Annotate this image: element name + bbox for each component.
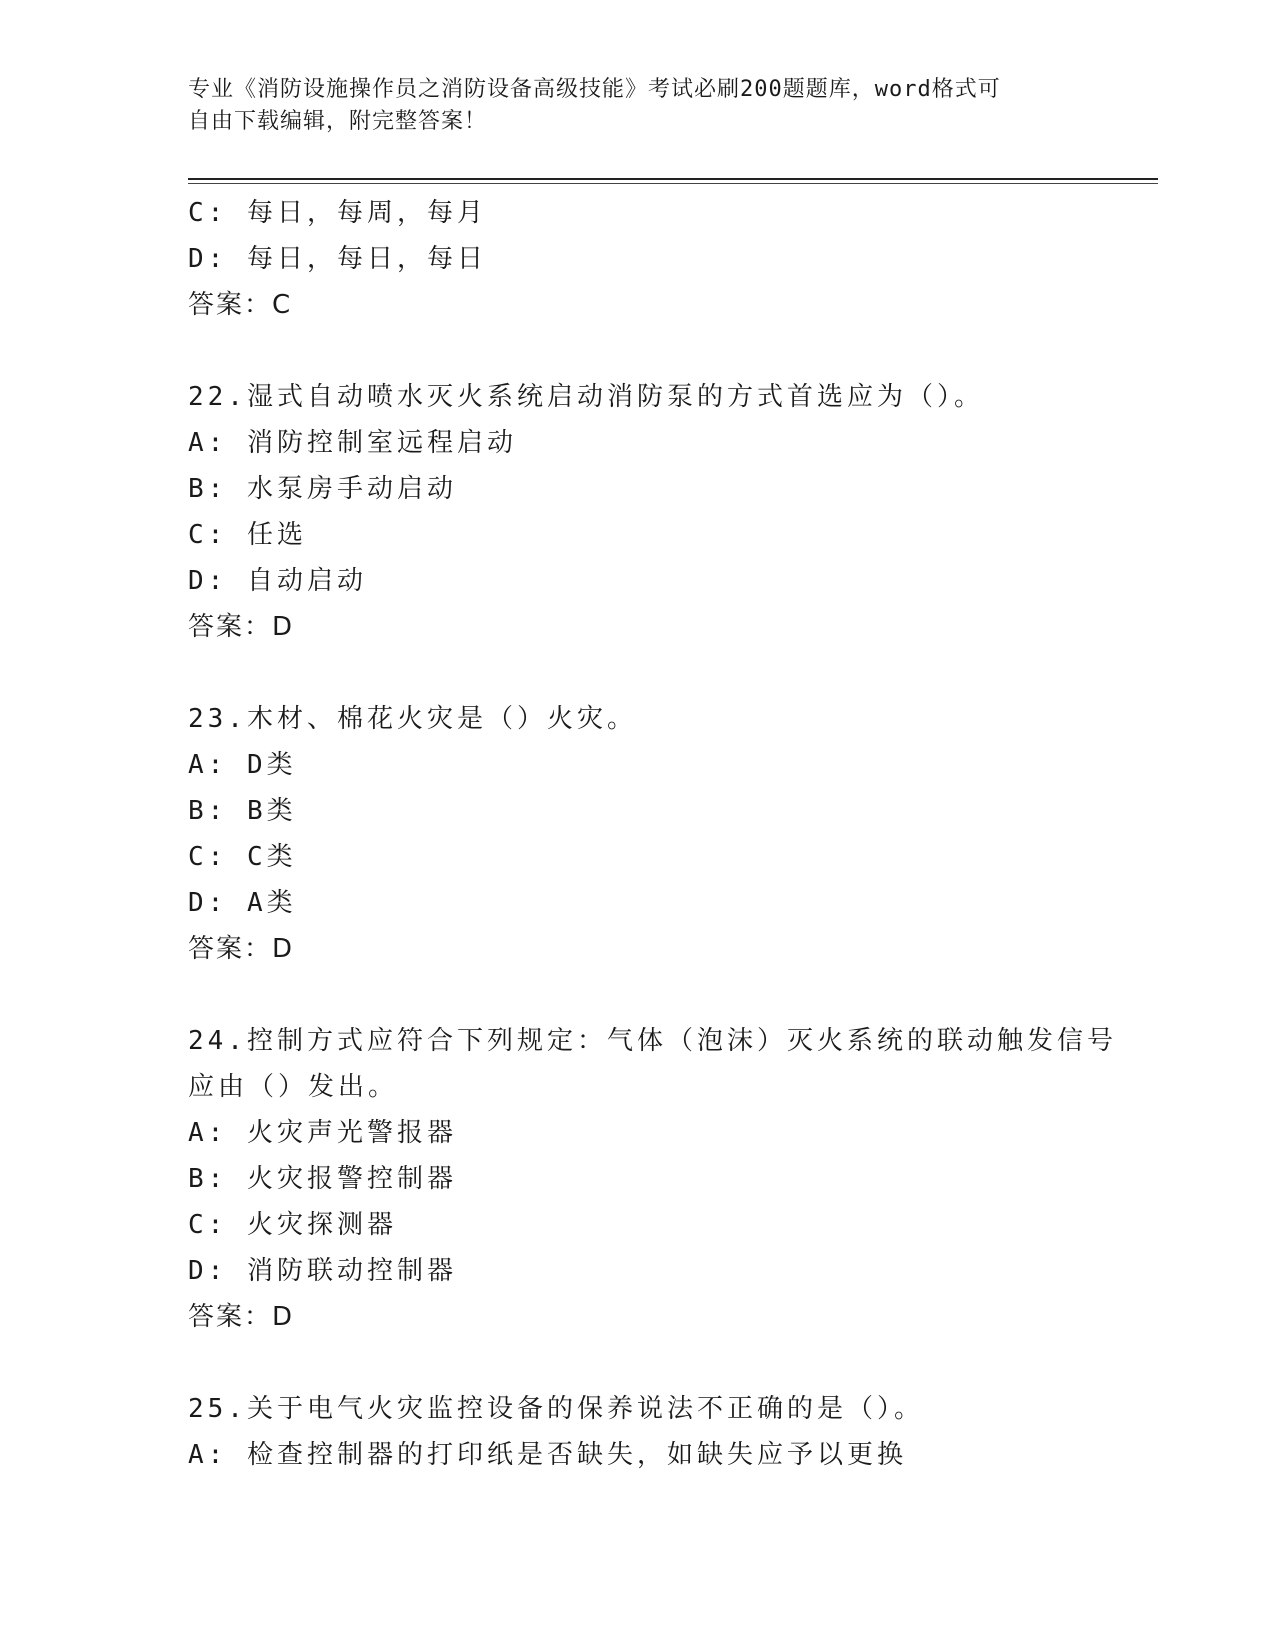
header-rule-thin <box>188 183 1158 184</box>
answer-line: 答案：D <box>188 934 295 964</box>
spacer <box>188 328 1158 374</box>
option-a: A: D类 <box>188 750 297 780</box>
option-c: C: 任选 <box>188 520 307 550</box>
header-line-2: 自由下载编辑，附完整答案！ <box>188 109 488 134</box>
document-header <box>188 74 1088 138</box>
option-c: C: 每日，每周，每月 <box>188 198 487 228</box>
option-d: D: 自动启动 <box>188 566 367 596</box>
header-line-1: 专业《消防设施操作员之消防设备高级技能》考试必刷200题题库，word格式可 <box>188 77 1001 102</box>
answer-line: 答案：C <box>188 290 293 320</box>
question-title: 25.关于电气火灾监控设备的保养说法不正确的是（）。 <box>188 1394 924 1424</box>
option-d: D: A类 <box>188 888 297 918</box>
header-rule-thick <box>188 178 1158 180</box>
option-a: A: 火灾声光警报器 <box>188 1118 457 1148</box>
option-b: B: 水泵房手动启动 <box>188 474 457 504</box>
answer-line: 答案：D <box>188 1302 295 1332</box>
option-a: A: 消防控制室远程启动 <box>188 428 517 458</box>
question-title-line-1: 24.控制方式应符合下列规定：气体（泡沫）灭火系统的联动触发信号 <box>188 1026 1117 1056</box>
question-title-line-2: 应由（）发出。 <box>188 1072 399 1102</box>
option-b: B: B类 <box>188 796 297 826</box>
option-b: B: 火灾报警控制器 <box>188 1164 457 1194</box>
spacer <box>188 650 1158 696</box>
option-d: D: 消防联动控制器 <box>188 1256 457 1286</box>
spacer <box>188 1340 1158 1386</box>
document-body <box>188 190 1158 1478</box>
question-title: 23.木材、棉花火灾是（）火灾。 <box>188 704 637 734</box>
answer-line: 答案：D <box>188 612 295 642</box>
option-c: C: C类 <box>188 842 297 872</box>
option-c: C: 火灾探测器 <box>188 1210 397 1240</box>
option-a: A: 检查控制器的打印纸是否缺失，如缺失应予以更换 <box>188 1440 907 1470</box>
spacer <box>188 972 1158 1018</box>
question-title: 22.湿式自动喷水灭火系统启动消防泵的方式首选应为（）。 <box>188 382 984 412</box>
option-d: D: 每日，每日，每日 <box>188 244 487 274</box>
